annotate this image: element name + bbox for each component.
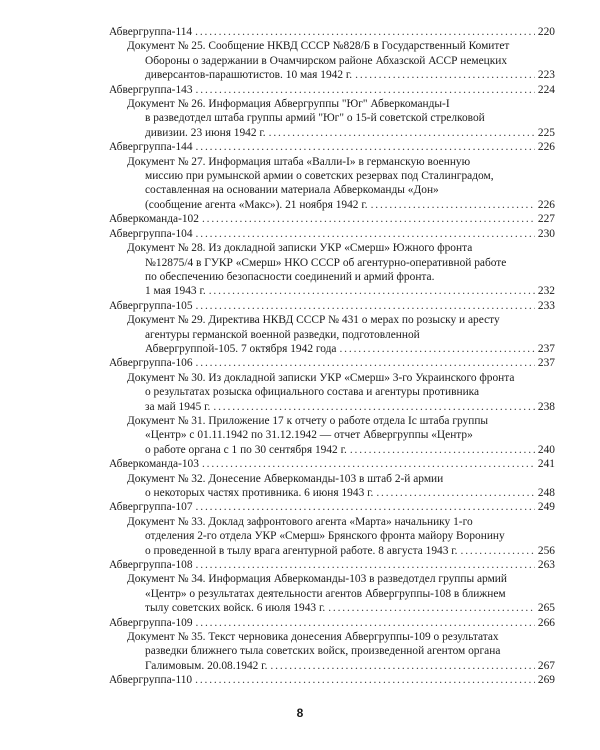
toc-entry-line: Документ № 30. Из докладной записки УКР «Смерш» 3-го Украинского фронта: [127, 371, 515, 384]
toc-entry: [109, 414, 555, 457]
toc-entry-line: тылу советских войск. 6 июля 1943 г.: [145, 602, 326, 615]
toc-entry-line: миссию при румынской армии о советских резервах под Сталинградом,: [145, 170, 494, 183]
toc-entry-line: дивизии. 23 июня 1942 г.: [145, 126, 266, 139]
toc-entry-line: Абвергруппа-107: [109, 501, 193, 514]
toc-entry-line: Абвергруппа-104: [109, 227, 193, 240]
toc-entry-line: диверсантов-парашютистов. 10 мая 1942 г.: [145, 69, 353, 82]
toc-page-number: 225: [537, 126, 555, 139]
toc-page-number: 233: [537, 299, 555, 312]
toc-entry-line: Документ № 31. Приложение 17 к отчету о работе отдела Ic штаба группы: [127, 414, 489, 427]
toc-entry-line: 1 мая 1943 г.: [145, 285, 206, 298]
toc-entry-line: составленная на основании материала Абверкоманды «Дон»: [145, 184, 439, 197]
toc-entry-line: Абвергруппа-109: [109, 616, 193, 629]
toc-entry: [109, 313, 555, 356]
toc-entry: [109, 500, 555, 514]
toc-entry-line: (сообщение агента «Макс»). 21 ноября 1942 г.: [145, 198, 368, 211]
dot-leader: [195, 25, 535, 39]
toc-entry: [109, 155, 555, 213]
toc-entry: [109, 356, 555, 370]
toc-entry-line: по обеспечению безопасности соединений и армий фронта.: [145, 270, 435, 283]
dot-leader: [196, 299, 535, 313]
toc-entry-line: Документ № 26. Информация Абвергруппы "Юг" Абверкоманды-I: [127, 98, 450, 111]
dot-leader: [339, 342, 534, 356]
toc-entry-line: Абвергруппа-105: [109, 299, 193, 312]
toc-entry-line: Обороны о задержании в Очамчирском районе Абхазской АССР немецких: [145, 54, 508, 67]
dot-leader: [196, 140, 535, 154]
toc-page-number: 256: [537, 544, 555, 557]
dot-leader: [269, 126, 535, 140]
toc-entry: [109, 212, 555, 226]
toc-entry: [109, 241, 555, 299]
toc-entry: [109, 140, 555, 154]
toc-entry: [109, 616, 555, 630]
dot-leader: [371, 198, 535, 212]
toc-entry-line: №12875/4 в ГУКР «Смерш» НКО СССР об агентурно-оперативной работе: [145, 256, 507, 269]
dot-leader: [196, 356, 535, 370]
toc-page-number: 269: [537, 674, 555, 687]
toc-entry-line: Документ № 34. Информация Абверкоманды-103 в разведотдел группы армий: [127, 573, 507, 586]
toc-page-number: 237: [537, 357, 555, 370]
toc-entry-line: «Центр» о результатах деятельности агентов Абвергруппы-108 в ближнем: [145, 587, 506, 600]
toc-page-number: 265: [537, 602, 555, 615]
dot-leader: [196, 227, 535, 241]
toc-entry: [109, 227, 555, 241]
dot-leader: [195, 673, 535, 687]
toc-entry: [109, 558, 555, 572]
toc-entry-line: Абвергруппой-105. 7 октября 1942 года: [145, 342, 337, 355]
table-of-contents: [109, 25, 555, 688]
toc-page-number: 223: [537, 69, 555, 82]
toc-entry-line: о некоторых частях противника. 6 июня 1943 г.: [145, 487, 374, 499]
toc-page-number: 240: [537, 443, 555, 456]
dot-leader: [355, 68, 535, 82]
page-number: 8: [296, 706, 304, 720]
dot-leader: [196, 500, 535, 514]
dot-leader: [350, 443, 535, 457]
toc-entry: [109, 457, 555, 471]
toc-entry-line: Документ № 27. Информация штаба «Валли-I» в германскую военную: [127, 155, 471, 168]
toc-entry: [109, 97, 555, 140]
toc-page-number: 248: [537, 487, 555, 499]
toc-page-number: 220: [537, 26, 555, 38]
toc-entry-line: Абверкоманда-102: [109, 213, 199, 226]
toc-entry-line: Абвергруппа-143: [109, 83, 193, 96]
toc-page-number: 266: [537, 616, 555, 629]
toc-entry-line: Абвергруппа-110: [109, 674, 193, 687]
toc-entry: [109, 515, 555, 558]
dot-leader: [196, 83, 535, 97]
toc-entry-line: в разведотдел штаба группы армий "Юг" о 15-й советской стрелковой: [145, 112, 485, 125]
toc-entry: [109, 630, 555, 673]
toc-page-number: 226: [537, 141, 555, 154]
toc-page-number: 237: [537, 342, 555, 355]
toc-page-number: 232: [537, 285, 555, 298]
toc-entry-line: Документ № 29. Директива НКВД СССР № 431 о мерах по розыску и аресту: [127, 314, 500, 327]
toc-entry-line: о проведенной в тылу врага агентурной работе. 8 августа 1943 г.: [145, 544, 458, 557]
toc-page-number: 227: [537, 213, 555, 226]
toc-entry: [109, 472, 555, 501]
dot-leader: [461, 544, 535, 558]
toc-entry-line: Документ № 33. Доклад зафронтового агента «Марта» начальнику 1-го: [127, 515, 473, 528]
toc-entry: [109, 572, 555, 615]
toc-entry-line: разведки ближнего тыла советских войск, произведенной агентом органа: [145, 645, 501, 658]
toc-page-number: 224: [537, 83, 555, 96]
toc-entry-line: Абверкоманда-103: [109, 458, 199, 471]
toc-entry-line: Документ № 28. Из докладной записки УКР «Смерш» Южного фронта: [127, 242, 473, 255]
toc-entry: [109, 673, 555, 687]
dot-leader: [376, 486, 535, 500]
toc-entry-line: отделения 2-го отдела УКР «Смерш» Брянского фронта майору Воронину: [145, 530, 505, 543]
toc-entry-line: о результатах розыска официального состава и агентуры противника: [145, 386, 480, 399]
toc-entry-line: «Центр» с 01.11.1942 по 31.12.1942 — отчет Абвергруппы «Центр»: [145, 429, 473, 442]
dot-leader: [202, 457, 535, 471]
toc-entry-line: агентуры германской военной разведки, подготовленной: [145, 328, 420, 341]
toc-entry: [109, 39, 555, 82]
toc-entry-line: Абвергруппа-114: [109, 26, 193, 38]
dot-leader: [196, 558, 535, 572]
toc-page-number: 263: [537, 559, 555, 572]
toc-entry-line: Абвергруппа-144: [109, 141, 193, 154]
toc-entry: [109, 371, 555, 414]
toc-page-number: 267: [537, 659, 555, 672]
dot-leader: [213, 400, 535, 414]
toc-entry-line: о работе органа с 1 по 30 сентября 1942 г.: [145, 443, 347, 456]
toc-entry-line: Документ № 25. Сообщение НКВД СССР №828/Б в Государственный Комитет: [127, 40, 510, 53]
toc-entry-line: Документ № 35. Текст черновика донесения Абвергруппы-109 о результатах: [127, 631, 499, 644]
toc-page-number: 238: [537, 400, 555, 413]
toc-page-number: 241: [537, 458, 555, 471]
toc-entry-line: Документ № 32. Донесение Абверкоманды-103 в штаб 2-й армии: [127, 472, 444, 485]
dot-leader: [202, 212, 535, 226]
toc-entry-line: Абвергруппа-106: [109, 357, 193, 370]
toc-entry: [109, 299, 555, 313]
dot-leader: [328, 601, 535, 615]
toc-page-number: 230: [537, 227, 555, 240]
toc-entry: [109, 25, 555, 39]
toc-entry-line: за май 1945 г.: [145, 400, 211, 413]
toc-entry-line: Абвергруппа-108: [109, 559, 193, 572]
toc-entry-line: Галимовым. 20.08.1942 г.: [145, 659, 268, 672]
dot-leader: [196, 616, 535, 630]
toc-entry: [109, 83, 555, 97]
toc-page-number: 226: [537, 198, 555, 211]
toc-page-number: 249: [537, 501, 555, 514]
dot-leader: [270, 659, 534, 673]
dot-leader: [209, 284, 535, 298]
